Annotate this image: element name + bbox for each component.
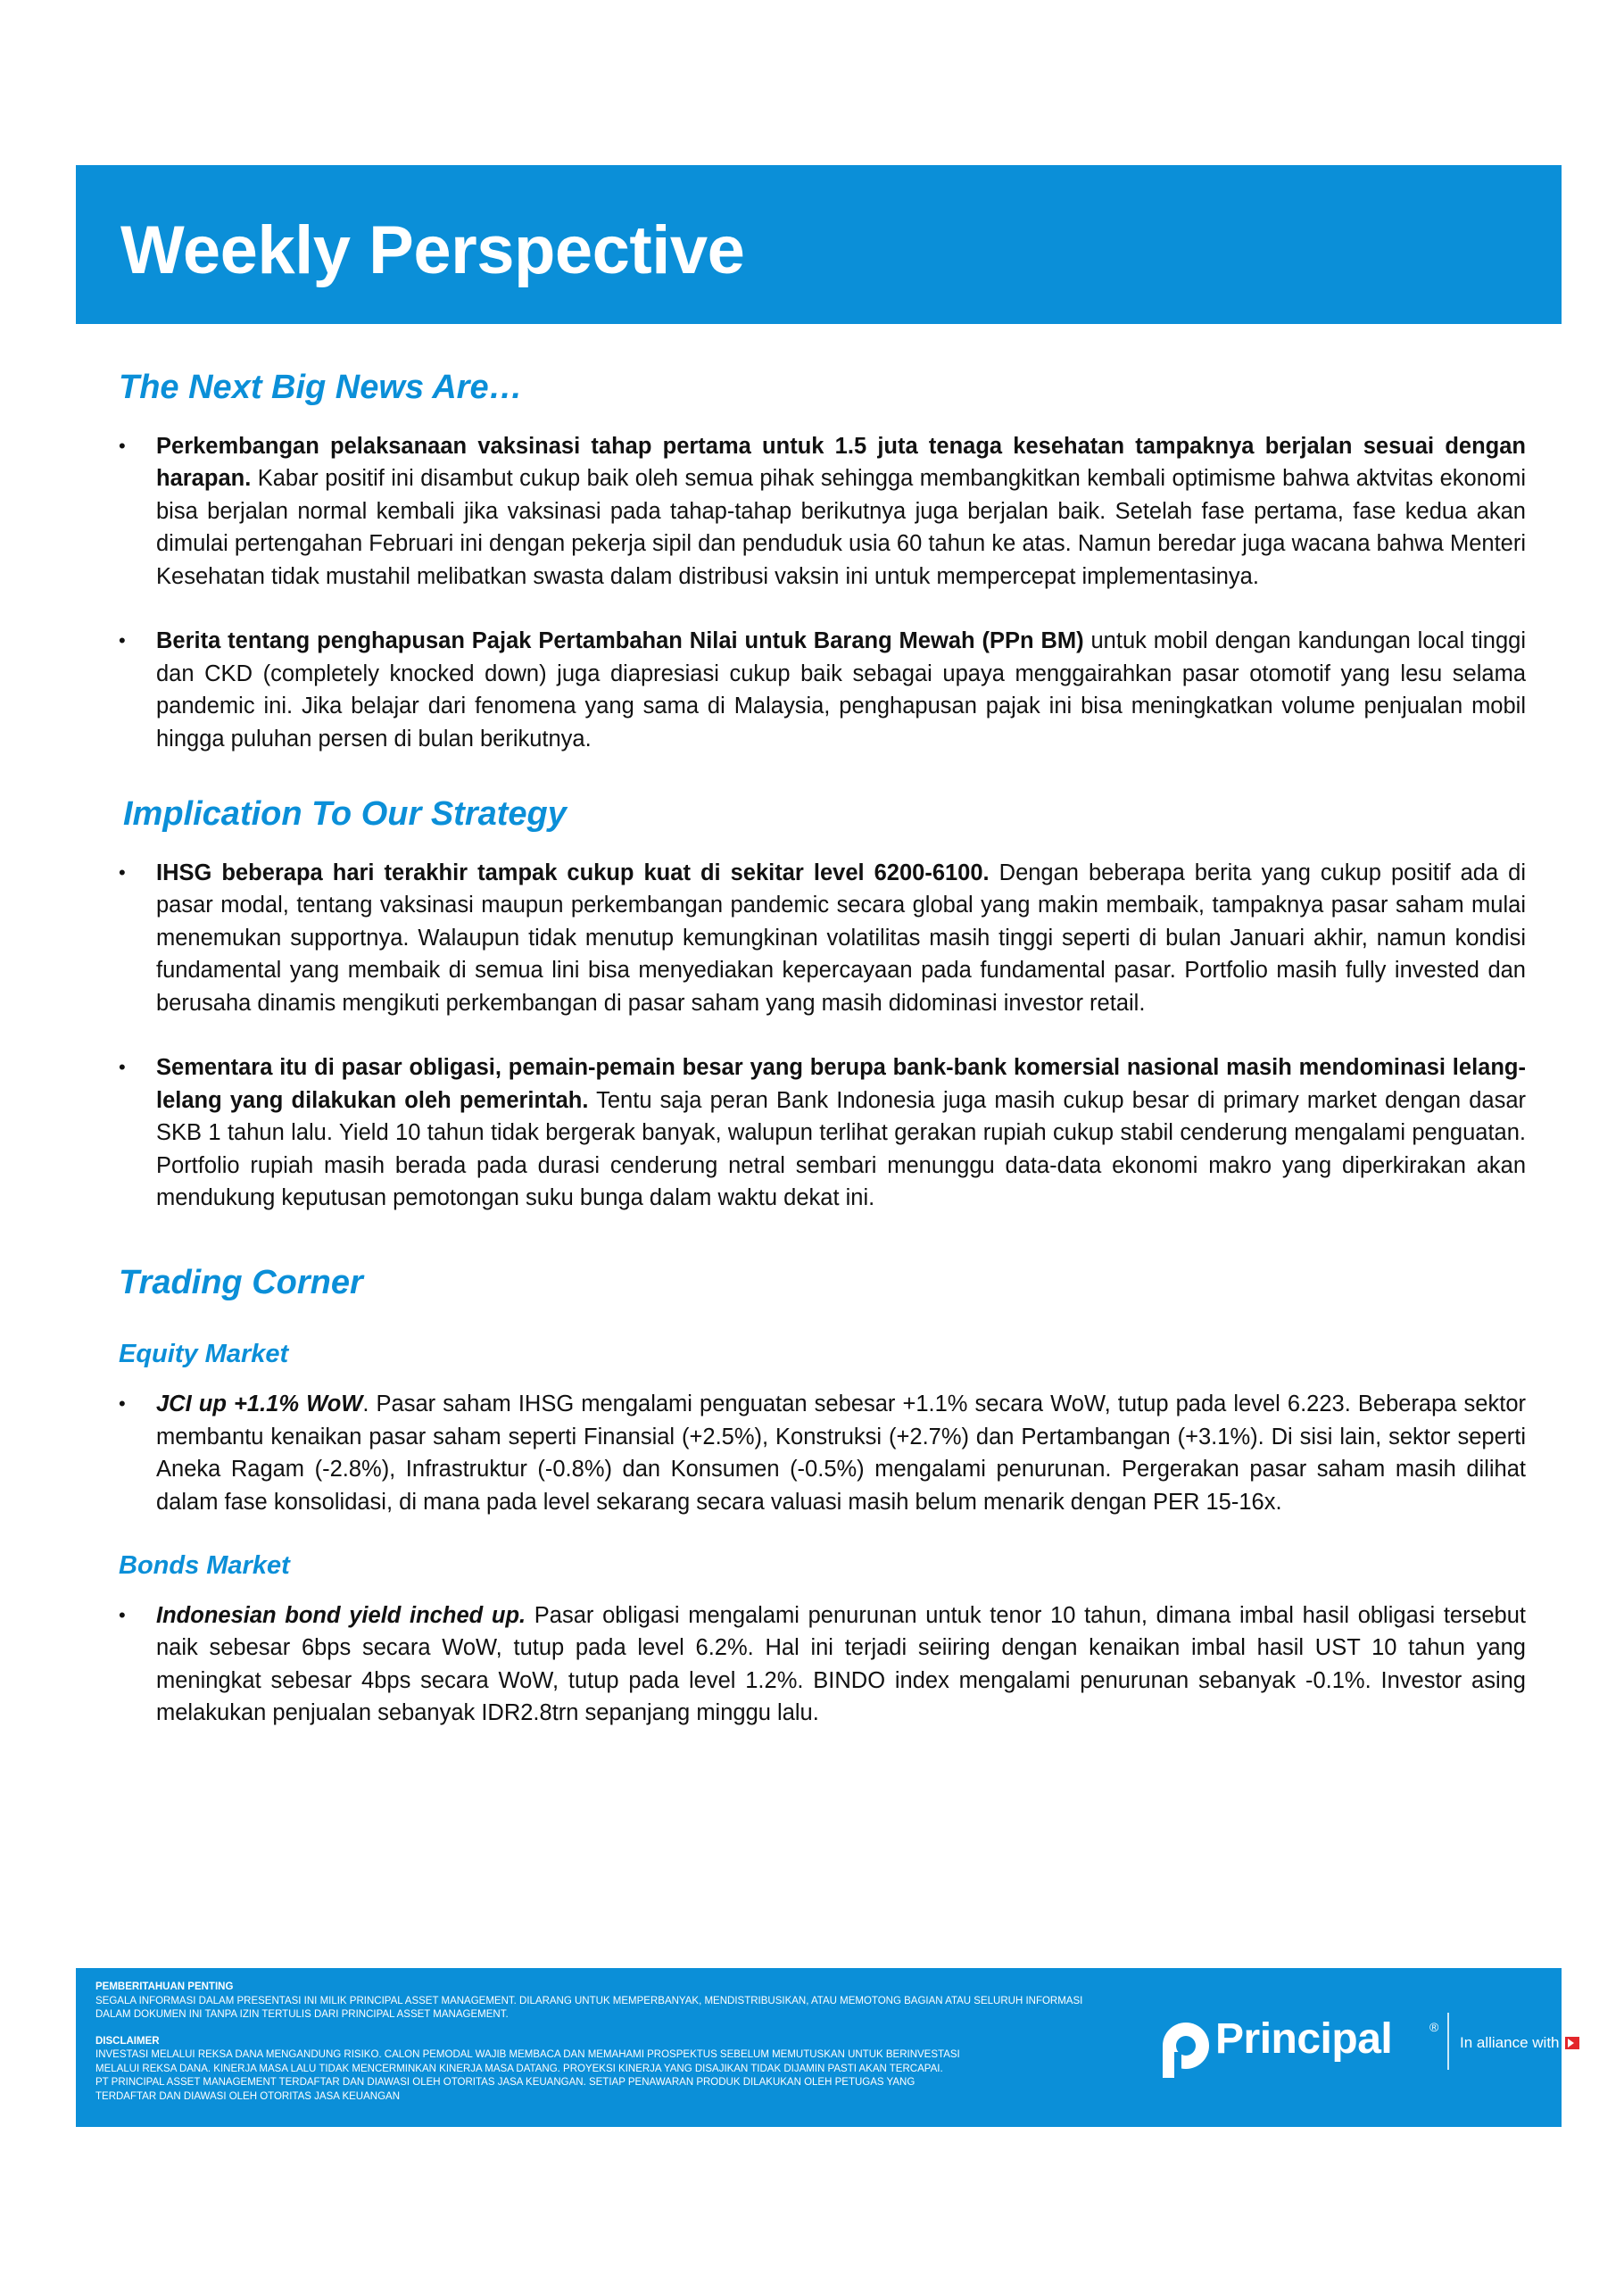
bullet-icon: •: [119, 860, 126, 884]
main-content: [119, 357, 1526, 1730]
logo-divider: [1447, 2013, 1449, 2070]
bullet-lead: Indonesian bond yield inched up.: [156, 1602, 526, 1628]
sub-heading-bonds-market: Bonds Market: [119, 1551, 290, 1581]
disclaimer-line: TERDAFTAR DAN DIAWASI OLEH OTORITAS JASA KEUANGAN: [95, 2090, 401, 2102]
footer-disclaimer: [95, 1981, 1220, 2104]
bullet-body: Tentu saja peran Bank Indonesia juga masih cukup besar di primary market dengan dasar SKB 1 tahun lalu. Yield 10 tahun tidak bergerak banyak, walupun terlihat gerakan rupiah cukup stabil cenderung mengalami penguatan. Portfolio rupiah masih berada pada durasi cenderung netral sembari menunggu data-data ekonomi makro yang diperkirakan akan mendukung keputusan pemotongan suku bunga dalam waktu dekat ini.: [156, 1087, 1527, 1211]
section-implication: [119, 794, 1526, 1215]
principal-logo-icon: [1160, 2020, 1210, 2079]
section-heading-next-big-news: The Next Big News Are…: [119, 369, 523, 406]
disclaimer-line: MELALUI REKSA DANA. KINERJA MASA LALU TIDAK MENCERMINKAN KINERJA MASA DATANG. PROYEKSI KINERJA YANG DISAJIKAN TIDAK DIJAMIN PASTI AKAN TERCAPAI.: [95, 2063, 943, 2074]
section-trading-corner: [119, 1263, 1526, 1730]
list-item: [119, 625, 1526, 755]
registered-mark: ®: [1429, 2020, 1439, 2034]
partner-name: CIMB: [1582, 2034, 1621, 2051]
next-big-news-list: [119, 430, 1526, 756]
list-item: [119, 1599, 1526, 1730]
disclaimer-title: DISCLAIMER: [95, 2035, 160, 2047]
bullet-lead: IHSG beberapa hari terakhir tampak cukup kuat di sekitar level 6200-6100.: [156, 860, 990, 885]
page-title: Weekly Perspective: [120, 212, 745, 288]
equity-market-list: [119, 1388, 1526, 1518]
header-banner: [76, 165, 1562, 324]
bullet-lead: Perkembangan pelaksanaan vaksinasi tahap pertama untuk 1.5 juta tenaga kesehatan tampaknya berjalan sesuai dengan harapan.: [156, 433, 1526, 492]
notice-title: PEMBERITAHUAN PENTING: [95, 1981, 234, 1992]
notice-line: SEGALA INFORMASI DALAM PRESENTASI INI MILIK PRINCIPAL ASSET MANAGEMENT. DILARANG UNTUK MEMPERBANYAK, MENDISTRIBUSIKAN, ATAU MEMOTONG BAGIAN ATAU SELURUH INFORMASI: [95, 1995, 1083, 2006]
bullet-lead: Sementara itu di pasar obligasi, pemain-pemain besar yang berupa bank-bank komersial nasional masih mendominasi lelang-lelang yang dilakukan oleh pemerintah.: [156, 1055, 1526, 1113]
section-next-big-news: [119, 368, 1526, 755]
list-item: [119, 430, 1526, 594]
bullet-body: Dengan beberapa berita yang cukup positif ada di pasar modal, tentang vaksinasi maupun perkembangan pandemic secara global yang makin membaik, tampaknya pasar saham mulai menemukan supportnya. Walaupun tidak menutup kemungkinan volatilitas masih tinggi seperti di bulan Januari akhir, namun kondisi fundamental yang membaik di semua lini bisa menyediakan kepercayaan pada fundamental pasar. Portfolio masih fully invested dan berusaha dinamis mengikuti perkembangan di pasar saham yang masih didominasi investor retail.: [156, 860, 1526, 1016]
bullet-icon: •: [119, 434, 126, 457]
implication-list: [119, 857, 1526, 1215]
section-heading-trading-corner: Trading Corner: [119, 1263, 363, 1301]
bullet-body: Pasar obligasi mengalami penurunan untuk tenor 10 tahun, dimana imbal hasil obligasi tersebut naik sebesar 6bps secara WoW, tutup pada level 6.2%. Hal ini terjadi seiiring dengan kenaikan imbal hasil UST 10 tahun yang meningkat sebesar 4bps secara WoW, tutup pada level 1.2%. BINDO index mengalami penurunan sebanyak -0.1%. Investor asing melakukan penjualan sebanyak IDR2.8trn sepanjang minggu lalu.: [156, 1602, 1526, 1726]
bullet-icon: •: [119, 629, 126, 652]
bonds-market-list: [119, 1599, 1526, 1730]
bullet-lead: JCI up +1.1% WoW: [156, 1391, 363, 1417]
bullet-icon: •: [119, 1603, 126, 1626]
list-item: [119, 1388, 1526, 1518]
bullet-body: . Pasar saham IHSG mengalami penguatan sebesar +1.1% secara WoW, tutup pada level 6.223. Beberapa sektor membantu kenaikan pasar saham seperti Finansial (+2.5%), Konstruksi (+2.7%) dan Pertambangan (+3.1%). Di sisi lain, sektor seperti Aneka Ragam (-2.8%), Infrastruktur (-0.8%) dan Konsumen (-0.5%) mengalami penurunan. Pergerakan pasar saham masih dilihat dalam fase konsolidasi, di mana pada level sekarang secara valuasi masih belum menarik dengan PER 15-16x.: [156, 1391, 1526, 1515]
cimb-icon: [1565, 2037, 1579, 2049]
section-heading-implication: Implication To Our Strategy: [123, 795, 567, 834]
bullet-body: Kabar positif ini disambut cukup baik oleh semua pihak sehingga membangkitkan kembali optimisme bahwa aktvitas ekonomi bisa berjalan normal kembali jika vaksinasi pada tahap-tahap berikutnya juga berjalan baik. Setelah fase pertama, fase kedua akan dimulai pertengahan Februari ini dengan pekerja sipil dan penduduk usia 60 tahun ke atas. Namun beredar juga wacana bahwa Menteri Kesehatan tidak mustahil melibatkan swasta dalam distribusi vaksin ini untuk mempercepat implementasinya.: [156, 466, 1526, 589]
list-item: [119, 857, 1526, 1020]
brand-name: Principal: [1215, 2015, 1393, 2063]
notice-line: DALAM DOKUMEN INI TANPA IZIN TERTULIS DARI PRINCIPAL ASSET MANAGEMENT.: [95, 2009, 509, 2020]
footer-banner: [76, 1968, 1621, 2127]
bullet-icon: •: [119, 1392, 126, 1416]
alliance-label: In alliance with: [1460, 2034, 1560, 2051]
list-item: [119, 1051, 1526, 1215]
bullet-icon: •: [119, 1056, 126, 1079]
alliance-text: [1460, 2034, 1621, 2052]
disclaimer-line: INVESTASI MELALUI REKSA DANA MENGANDUNG RISIKO. CALON PEMODAL WAJIB MEMBACA DAN MEMAHAMI PROSPEKTUS SEBELUM MEMUTUSKAN UNTUK BERINVESTASI: [95, 2049, 960, 2060]
bullet-body: untuk mobil dengan kandungan local tinggi dan CKD (completely knocked down) juga diapresiasi cukup baik sebagai upaya menggairahkan pasar otomotif yang lesu selama pandemic ini. Jika belajar dari fenomena yang sama di Malaysia, penghapusan pajak ini bisa meningkatkan volume penjualan mobil hingga puluhan persen di bulan berikutnya.: [156, 628, 1526, 752]
disclaimer-line: PT PRINCIPAL ASSET MANAGEMENT TERDAFTAR DAN DIAWASI OLEH OTORITAS JASA KEUANGAN. SETIAP PENAWARAN PRODUK DILAKUKAN OLEH PETUGAS YANG: [95, 2077, 916, 2088]
sub-heading-equity-market: Equity Market: [119, 1340, 289, 1369]
bullet-lead: Berita tentang penghapusan Pajak Pertambahan Nilai untuk Barang Mewah (PPn BM): [156, 628, 1084, 654]
